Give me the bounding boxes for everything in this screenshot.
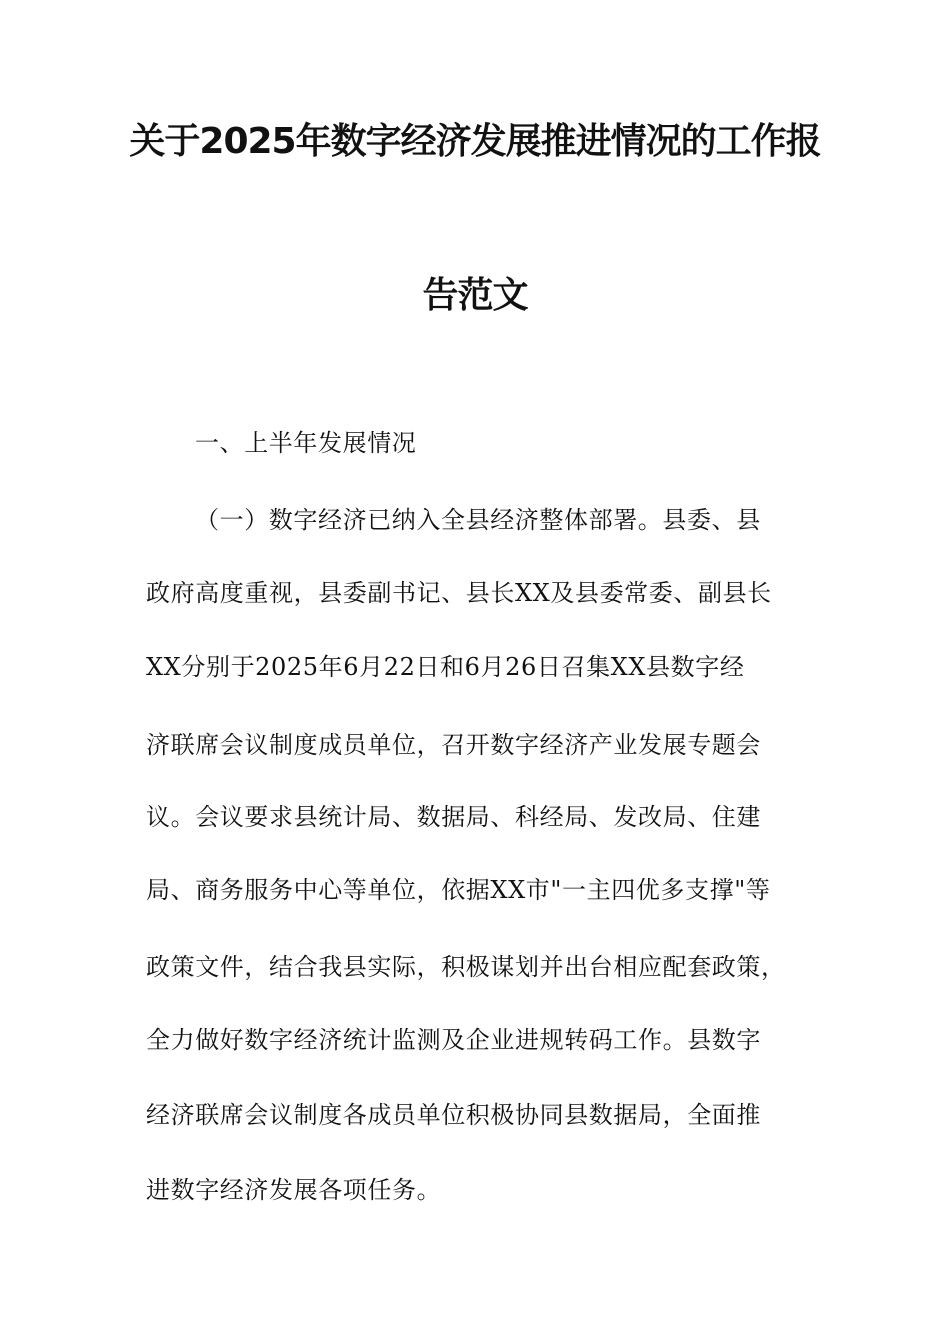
paragraph-line: 议。会议要求县统计局、数据局、科经局、发改局、住建 [146, 803, 761, 831]
paragraph-line: 政府高度重视，县委副书记、县长XX及县委常委、副县长 [146, 579, 772, 607]
paragraph-line: 进数字经济发展各项任务。 [146, 1176, 442, 1204]
paragraph-line: （一）数字经济已纳入全县经济整体部署。县委、县 [195, 506, 761, 534]
paragraph-line: 局、商务服务中心等单位，依据XX市"一主四优多支撑"等 [146, 876, 771, 904]
paragraph-line: XX分别于2025年6月22日和6月26日召集XX县数字经 [146, 653, 745, 681]
paragraph-line: 经济联席会议制度各成员单位积极协同县数据局，全面推 [146, 1101, 761, 1129]
paragraph-line: 政策文件，结合我县实际，积极谋划并出台相应配套政策， [146, 953, 786, 981]
document-title-line-1: 关于2025年数字经济发展推进情况的工作报 [129, 121, 821, 162]
paragraph-line: 全力做好数字经济统计监测及企业进规转码工作。县数字 [146, 1026, 761, 1054]
paragraph-line: 济联席会议制度成员单位，召开数字经济产业发展专题会 [146, 731, 761, 759]
document-title-line-2: 告范文 [422, 275, 528, 316]
section-heading: 一、上半年发展情况 [195, 429, 417, 457]
